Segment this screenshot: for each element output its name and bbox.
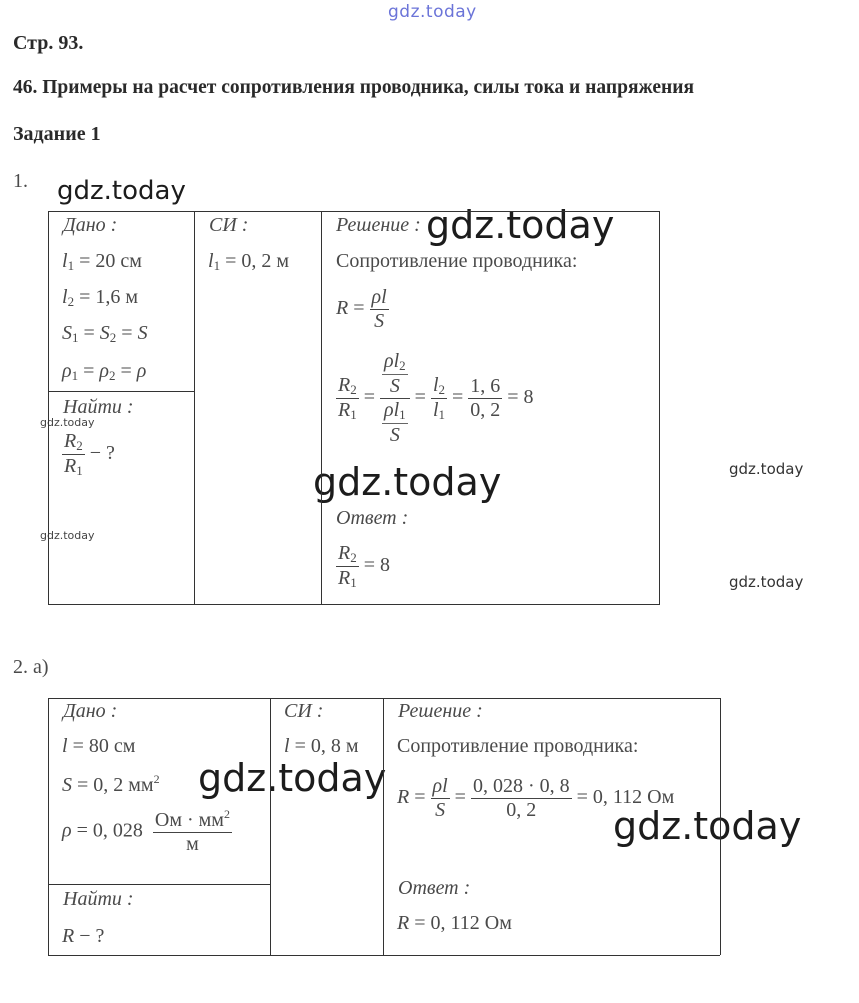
si-value: $l_1 = 0$, 2 м (208, 250, 289, 273)
given-header: Дано : (63, 214, 118, 236)
given-area: S = 0, 2 $мм^2$ (62, 772, 160, 796)
given-rho: ρ = 0, 028 $\frac{Ом \cdot мм^2}{м}$ (62, 807, 230, 855)
problem-number: 2. а) (13, 656, 49, 678)
given-l1: $l_1 = 20$ см (62, 250, 142, 273)
watermark: gdz.today (729, 460, 804, 478)
formula-resistance: R = $\frac{\rho l}{S}$ (336, 286, 387, 332)
find-value: R − ? (62, 925, 105, 947)
task-title: Задание 1 (13, 123, 101, 145)
given-s: $S_1 = S_2 = S$ (62, 322, 148, 345)
problem-number: 1. (13, 170, 28, 192)
page-label: Стр. 93. (13, 32, 84, 54)
si-header: СИ : (209, 214, 249, 236)
watermark: gdz.today (57, 176, 186, 206)
section-title: 46. Примеры на расчет сопротивления проводника, силы тока и напряжения (13, 77, 695, 98)
answer-value: R = 0, 112 Ом (397, 912, 512, 934)
solution-text: Сопротивление проводника: (397, 735, 639, 757)
watermark: gdz.today (729, 573, 804, 591)
solution-text: Сопротивление проводника: (336, 250, 578, 272)
given-l2: $l_2 = 1,6$ м (62, 286, 138, 309)
answer-header: Ответ : (398, 877, 471, 899)
watermark: gdz.today (613, 804, 802, 848)
si-value: l = 0, 8 м (284, 735, 359, 757)
watermark: gdz.today (40, 416, 95, 429)
given-length: l = 80 см (62, 735, 136, 757)
watermark-top: gdz.today (388, 2, 477, 22)
watermark: gdz.today (198, 756, 387, 800)
watermark: gdz.today (426, 203, 615, 247)
answer-header: Ответ : (336, 507, 409, 529)
find-header: Найти : (63, 396, 134, 418)
find-value: $\frac{R_2}{R_1}$ − ? (64, 430, 115, 478)
watermark: gdz.today (313, 460, 502, 504)
watermark: gdz.today (40, 529, 95, 542)
answer-value: $\frac{R_2}{R_1}$ = 8 (338, 542, 390, 590)
si-header: СИ : (284, 700, 324, 722)
formula-ratio: $\frac{R_2}{R_1}$ = $\frac{\frac{\rho l_2}{S}}{\frac{\rho l_1}{S}}$ = $\frac{l_2}{l_1}$ = $\frac{1, 6}{0, 2}$ = 8 (338, 350, 534, 446)
solution-header: Решение : (398, 700, 483, 722)
solution-header: Решение : (336, 214, 421, 236)
given-header: Дано : (63, 700, 118, 722)
find-header: Найти : (63, 888, 134, 910)
given-rho: $\rho_1 = \rho_2 = \rho$ (62, 360, 147, 383)
formula-resistance: R = $\frac{\rho l}{S}$ = $\frac{0, 028 \cdot 0, 8}{0, 2}$ = 0, 112 Ом (397, 775, 675, 821)
